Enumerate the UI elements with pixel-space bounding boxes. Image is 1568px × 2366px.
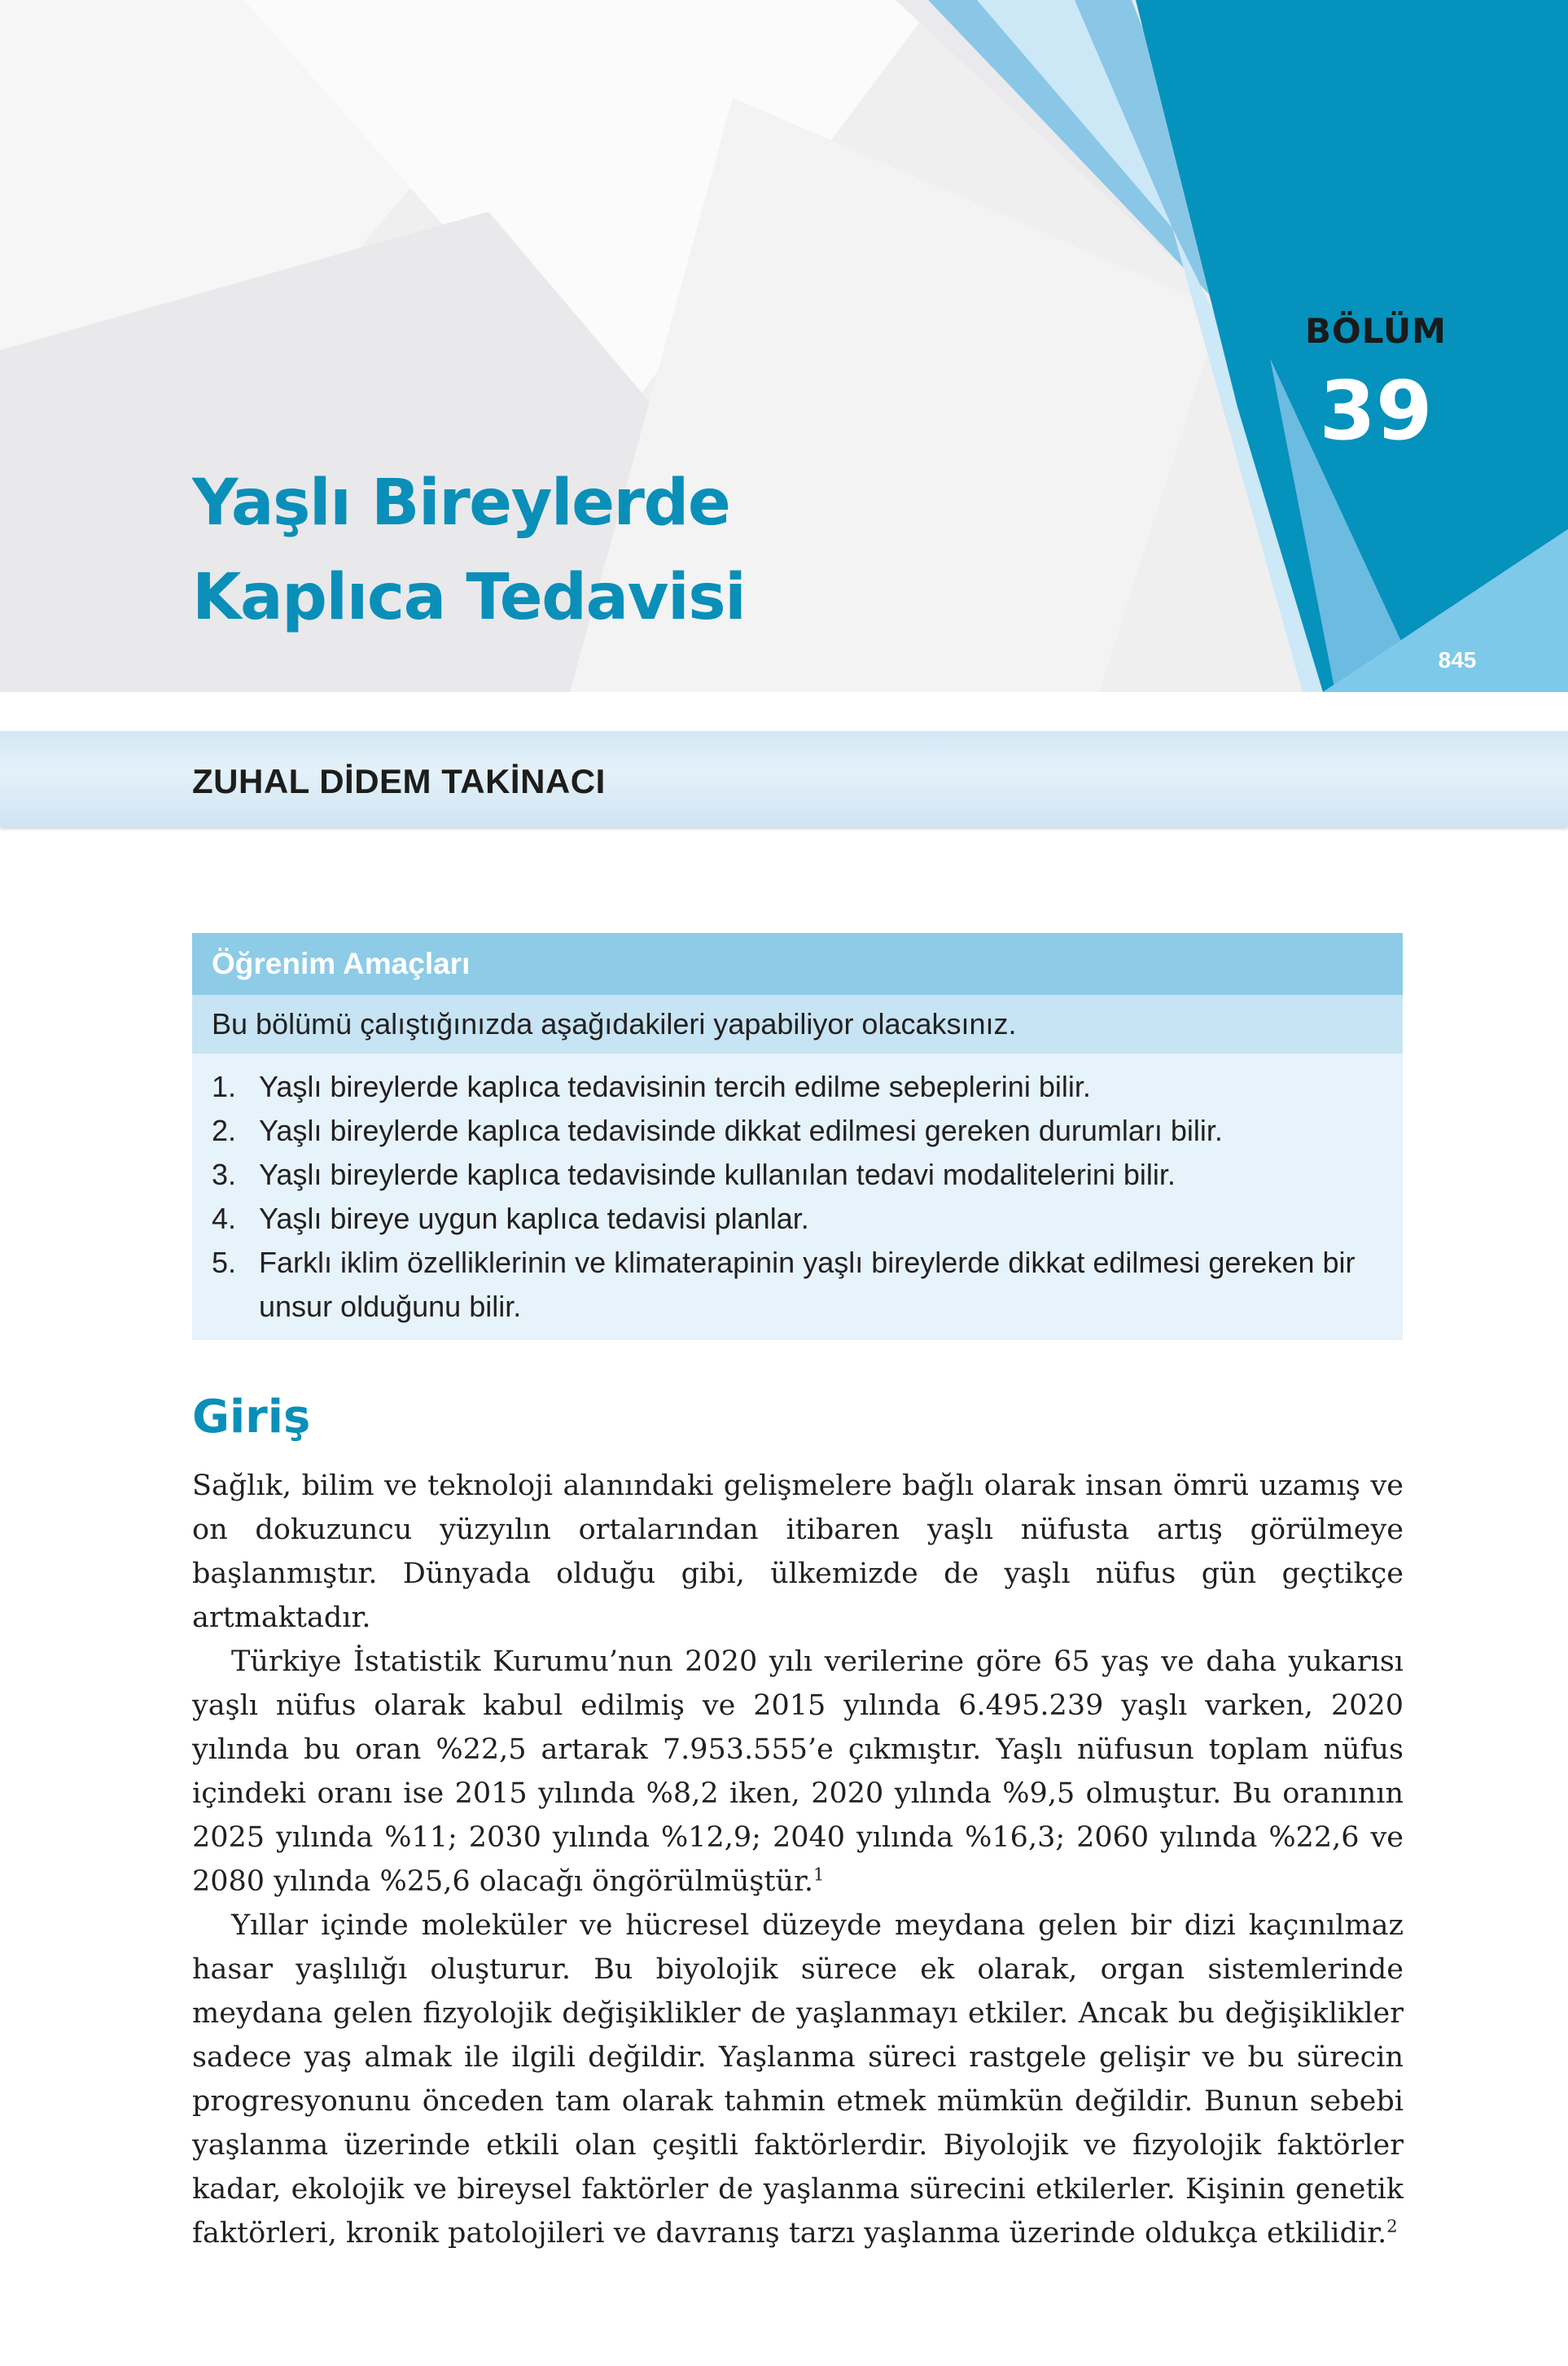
objective-number: 3.: [212, 1158, 237, 1191]
objective-item: [212, 1197, 1383, 1241]
objective-number: 2.: [212, 1114, 237, 1147]
author-band: [0, 731, 1568, 827]
objectives-list: [192, 1054, 1403, 1329]
chapter-title-line-1: Yaşlı Bireylerde: [192, 467, 730, 540]
paragraph: [192, 1464, 1404, 1640]
author-name: ZUHAL DİDEM TAKİNACI: [192, 762, 606, 800]
objective-number: 5.: [212, 1246, 237, 1279]
objective-text: Yaşlı bireylerde kaplıca tedavisinde dikkat edilmesi gereken durumları bilir.: [259, 1114, 1223, 1147]
objective-text: Yaşlı bireylerde kaplıca tedavisinin tercih edilme sebeplerini bilir.: [259, 1070, 1091, 1103]
chapter-number: 39: [1319, 363, 1433, 458]
chapter-label: BÖLÜM: [1305, 311, 1447, 351]
objective-text: Farklı iklim özelliklerinin ve klimaterapinin yaşlı bireylerde dikkat edilmesi gereken bir unsur olduğunu bilir.: [259, 1246, 1356, 1323]
chapter-title: [192, 456, 745, 645]
learning-objectives-box: [192, 933, 1403, 1340]
section-heading: Giriş: [192, 1391, 311, 1444]
objective-item: [212, 1065, 1383, 1109]
page-number: 845: [1438, 647, 1477, 673]
objective-item: [212, 1109, 1383, 1153]
reference-marker[interactable]: 2: [1386, 2216, 1398, 2237]
objective-text: Yaşlı bireye uygun kaplıca tedavisi planlar.: [259, 1202, 809, 1235]
chapter-header: [0, 0, 1568, 692]
reference-marker[interactable]: 1: [813, 1864, 825, 1885]
objective-item: [212, 1241, 1383, 1329]
objective-text: Yaşlı bireylerde kaplıca tedavisinde kullanılan tedavi modalitelerini bilir.: [259, 1158, 1176, 1191]
body-text: [192, 1464, 1404, 2255]
paragraph: [192, 1640, 1404, 1904]
paragraph: [192, 1904, 1404, 2255]
objective-item: [212, 1153, 1383, 1197]
objectives-heading: Öğrenim Amaçları: [192, 933, 1403, 995]
chapter-title-line-2: Kaplıca Tedavisi: [192, 561, 746, 634]
objective-number: 1.: [212, 1070, 237, 1103]
objectives-intro: Bu bölümü çalıştığınızda aşağıdakileri yapabiliyor olacaksınız.: [192, 995, 1403, 1054]
objective-number: 4.: [212, 1202, 237, 1235]
paragraph-text: Yıllar içinde moleküler ve hücresel düzeyde meydana gelen bir dizi kaçınılmaz hasar yaşlılığı oluşturur. Bu biyolojik sürece ek olarak, organ sistemlerinde meydana gelen fizyolojik değişiklikler de yaşlanmayı etkiler. Ancak bu değişiklikler sadece yaş almak ile ilgili değildir. Yaşlanma süreci rastgele gelişir ve bu sürecin progresyonunu önceden tam olarak tahmin etmek mümkün değildir. Bunun sebebi yaşlanma üzerinde etkili olan çeşitli faktörlerdir. Biyolojik ve fizyolojik faktörler kadar, ekolojik ve bireysel faktörler de yaşlanma sürecini etkilerler. Kişinin genetik faktörleri, kronik patolojileri ve davranış tarzı yaşlanma üzerinde oldukça etkilidir.: [192, 1909, 1404, 2250]
paragraph-text: Sağlık, bilim ve teknoloji alanındaki gelişmelere bağlı olarak insan ömrü uzamış ve on dokuzuncu yüzyılın ortalarından itibaren yaşlı nüfusta artış görülmeye başlanmıştır. Dünyada olduğu gibi, ülkemizde de yaşlı nüfus gün geçtikçe artmaktadır.: [192, 1470, 1404, 1634]
paragraph-text: Türkiye İstatistik Kurumu’nun 2020 yılı verilerine göre 65 yaş ve daha yukarısı yaşlı nüfus olarak kabul edilmiş ve 2015 yılında 6.495.239 yaşlı varken, 2020 yılında bu oran %22,5 artarak 7.953.555’e çıkmıştır. Yaşlı nüfusun toplam nüfus içindeki oranı ise 2015 yılında %8,2 iken, 2020 yılında %9,5 olmuştur. Bu oranının 2025 yılında %11; 2030 yılında %12,9; 2040 yılında %16,3; 2060 yılında %22,6 ve 2080 yılında %25,6 olacağı öngörülmüştür.: [192, 1645, 1404, 1898]
